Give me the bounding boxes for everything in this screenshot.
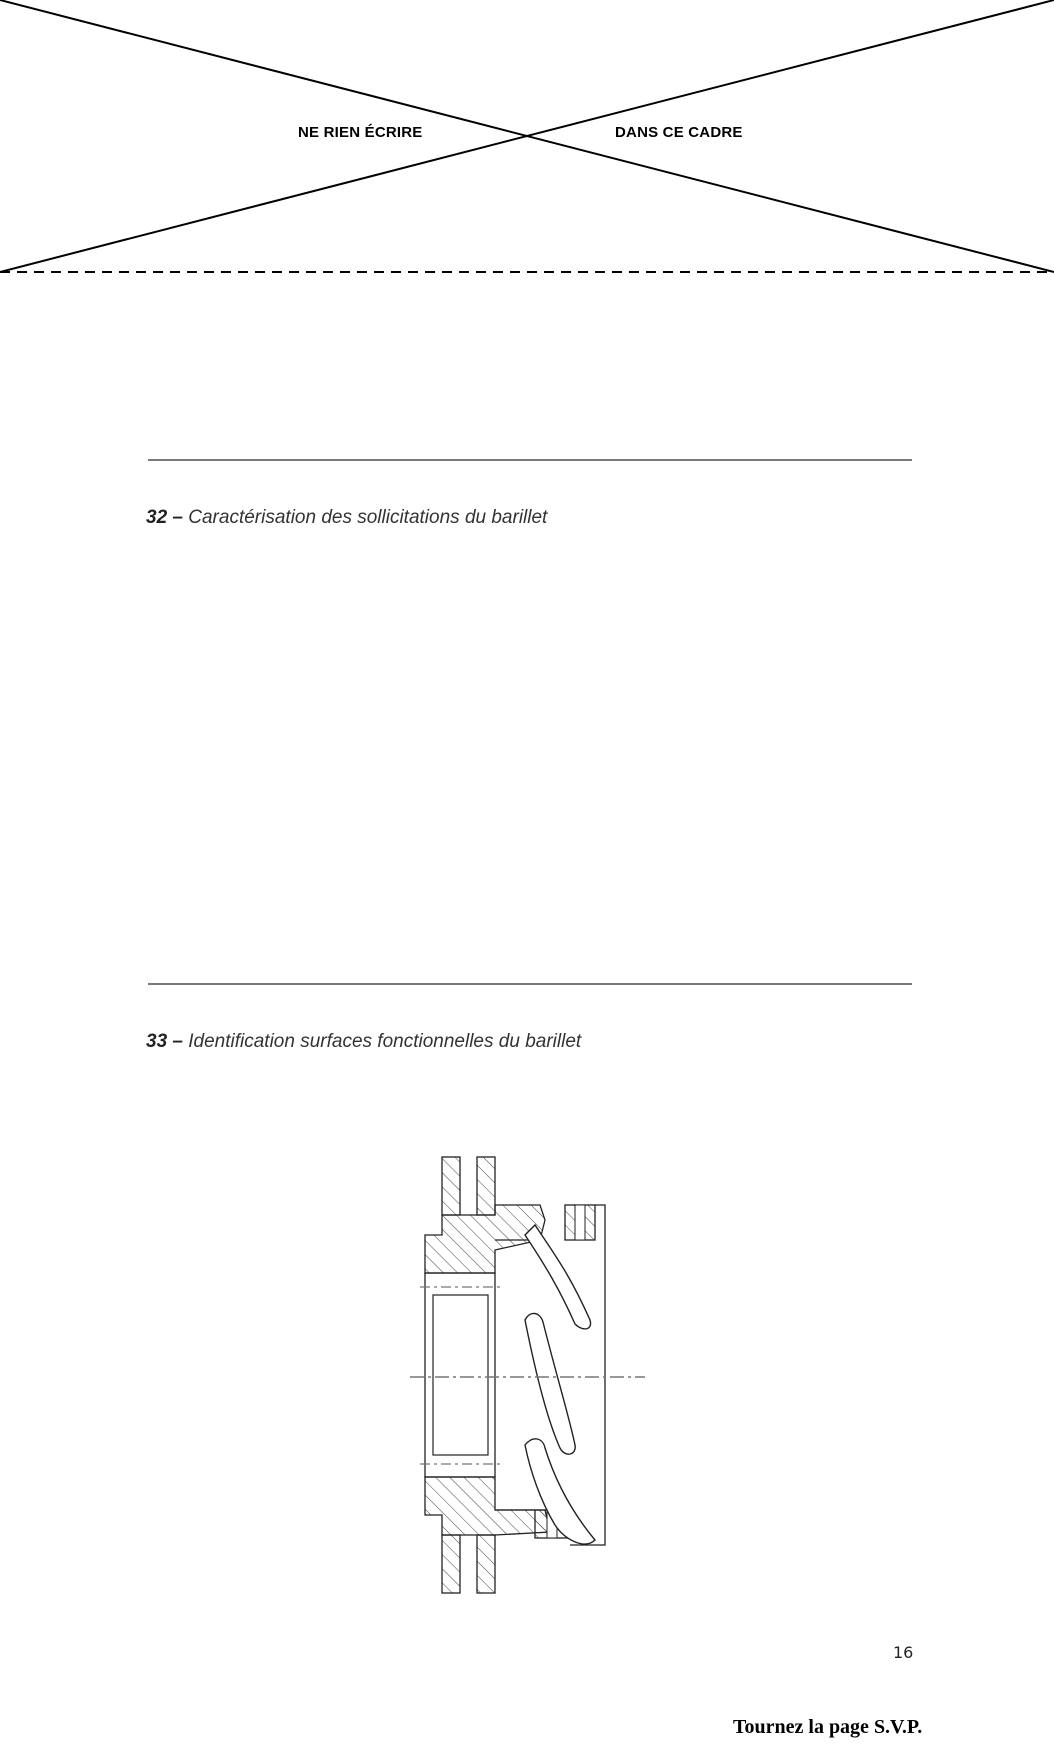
helical-slot-middle bbox=[525, 1313, 575, 1454]
no-write-label-left: NE RIEN ÉCRIRE bbox=[298, 124, 423, 141]
lower-flange-1 bbox=[442, 1535, 460, 1593]
section-number: 32 – bbox=[146, 507, 183, 528]
lower-flange-2 bbox=[477, 1535, 495, 1593]
section-divider-32 bbox=[148, 459, 912, 461]
no-write-zone bbox=[0, 0, 1054, 280]
section-divider-33 bbox=[148, 983, 912, 985]
section-number: 33 – bbox=[146, 1031, 183, 1052]
section-title: Identification surfaces fonctionnelles du barillet bbox=[188, 1031, 582, 1052]
section-heading-32 bbox=[146, 507, 547, 529]
upper-flange-2 bbox=[477, 1157, 495, 1215]
turn-page-note: Tournez la page S.V.P. bbox=[733, 1716, 923, 1738]
upper-flange-1 bbox=[442, 1157, 460, 1215]
inner-bore-recess bbox=[433, 1295, 488, 1455]
section-title: Caractérisation des sollicitations du barillet bbox=[188, 507, 548, 528]
section-heading-33 bbox=[146, 1031, 581, 1053]
inner-bore bbox=[425, 1273, 495, 1477]
no-write-label-right: DANS CE CADRE bbox=[615, 124, 743, 141]
lower-body bbox=[425, 1477, 550, 1535]
barillet-cross-section-drawing bbox=[395, 1140, 655, 1600]
page-number: 16 bbox=[893, 1643, 914, 1662]
upper-ring-slot bbox=[575, 1205, 585, 1240]
